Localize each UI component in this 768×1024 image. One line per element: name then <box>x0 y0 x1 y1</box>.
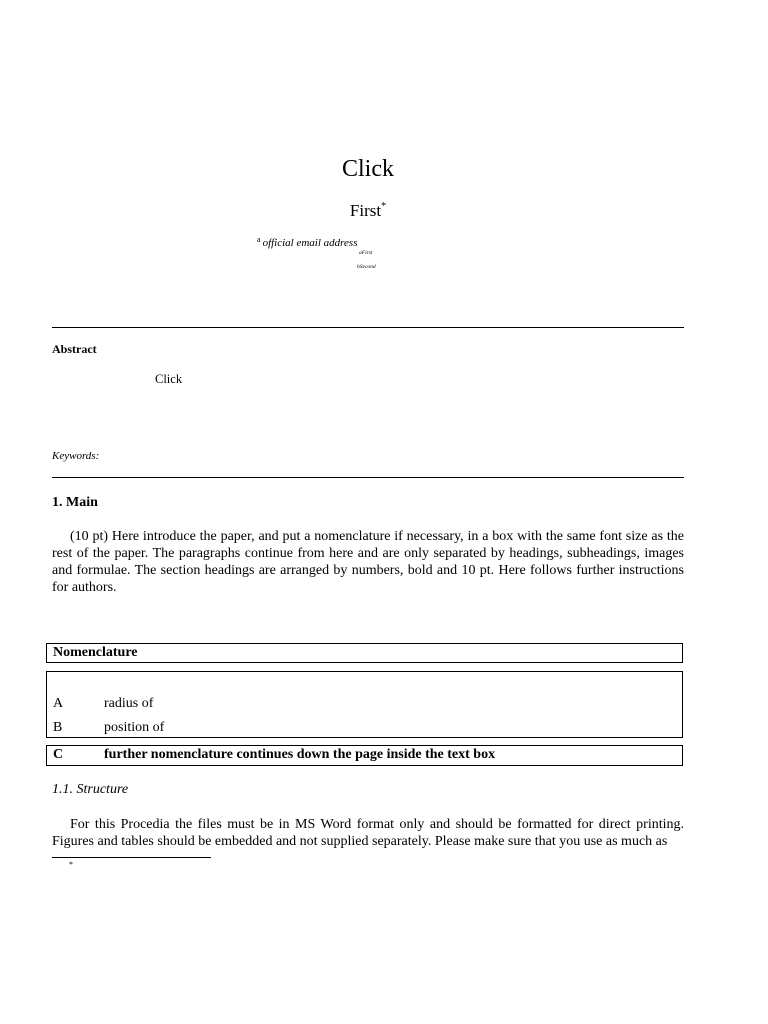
author-footnote-mark: * <box>381 201 387 212</box>
nomenclature-definition: further nomenclature continues down the page inside the text box <box>104 747 496 762</box>
section-paragraph: (10 pt) Here introduce the paper, and put a nomenclature if necessary, in a box with the same font size as the rest of the paper. The paragraphs continue from here and are only separated by headings, subheadings, images and formulae. The section headings are arranged by numbers, bold and 10 pt. Here follows further instructions for authors. <box>52 529 684 595</box>
nomenclature-list <box>46 671 683 738</box>
nomenclature-symbol: C <box>53 747 64 762</box>
footnote-rule <box>52 857 211 858</box>
nomenclature-definition: radius of <box>104 696 154 711</box>
section-heading: 1. Main <box>52 495 98 510</box>
keywords-label: Keywords: <box>52 450 100 462</box>
affiliation <box>257 235 357 249</box>
affiliation-line-2: aFirst <box>359 250 373 256</box>
nomenclature-title-box <box>46 643 683 663</box>
nomenclature-symbol: A <box>53 696 64 711</box>
affiliation-mark: a <box>257 235 261 244</box>
subsection-heading: 1.1. Structure <box>52 782 129 797</box>
author-name: First <box>349 201 382 220</box>
affiliation-text: official email address <box>262 237 358 249</box>
footnote-mark: * <box>69 860 73 869</box>
abstract-bottom-rule <box>52 477 684 478</box>
subsection-paragraph: For this Procedia the files must be in MS Word format only and should be formatted for direct printing. Figures and tables should be embedded and not supplied separately. Please make sure that you use as much as <box>52 817 684 849</box>
author-line <box>0 201 736 221</box>
abstract-top-rule <box>52 327 684 328</box>
nomenclature-title: Nomenclature <box>53 645 138 660</box>
nomenclature-symbol: B <box>53 720 63 735</box>
abstract-heading: Abstract <box>52 342 97 356</box>
nomenclature-last-row <box>46 745 683 766</box>
nomenclature-definition: position of <box>104 720 165 735</box>
affiliation-line-3: bSecond <box>357 264 376 270</box>
paper-title: Click <box>342 156 394 182</box>
abstract-body: Click <box>155 372 183 386</box>
